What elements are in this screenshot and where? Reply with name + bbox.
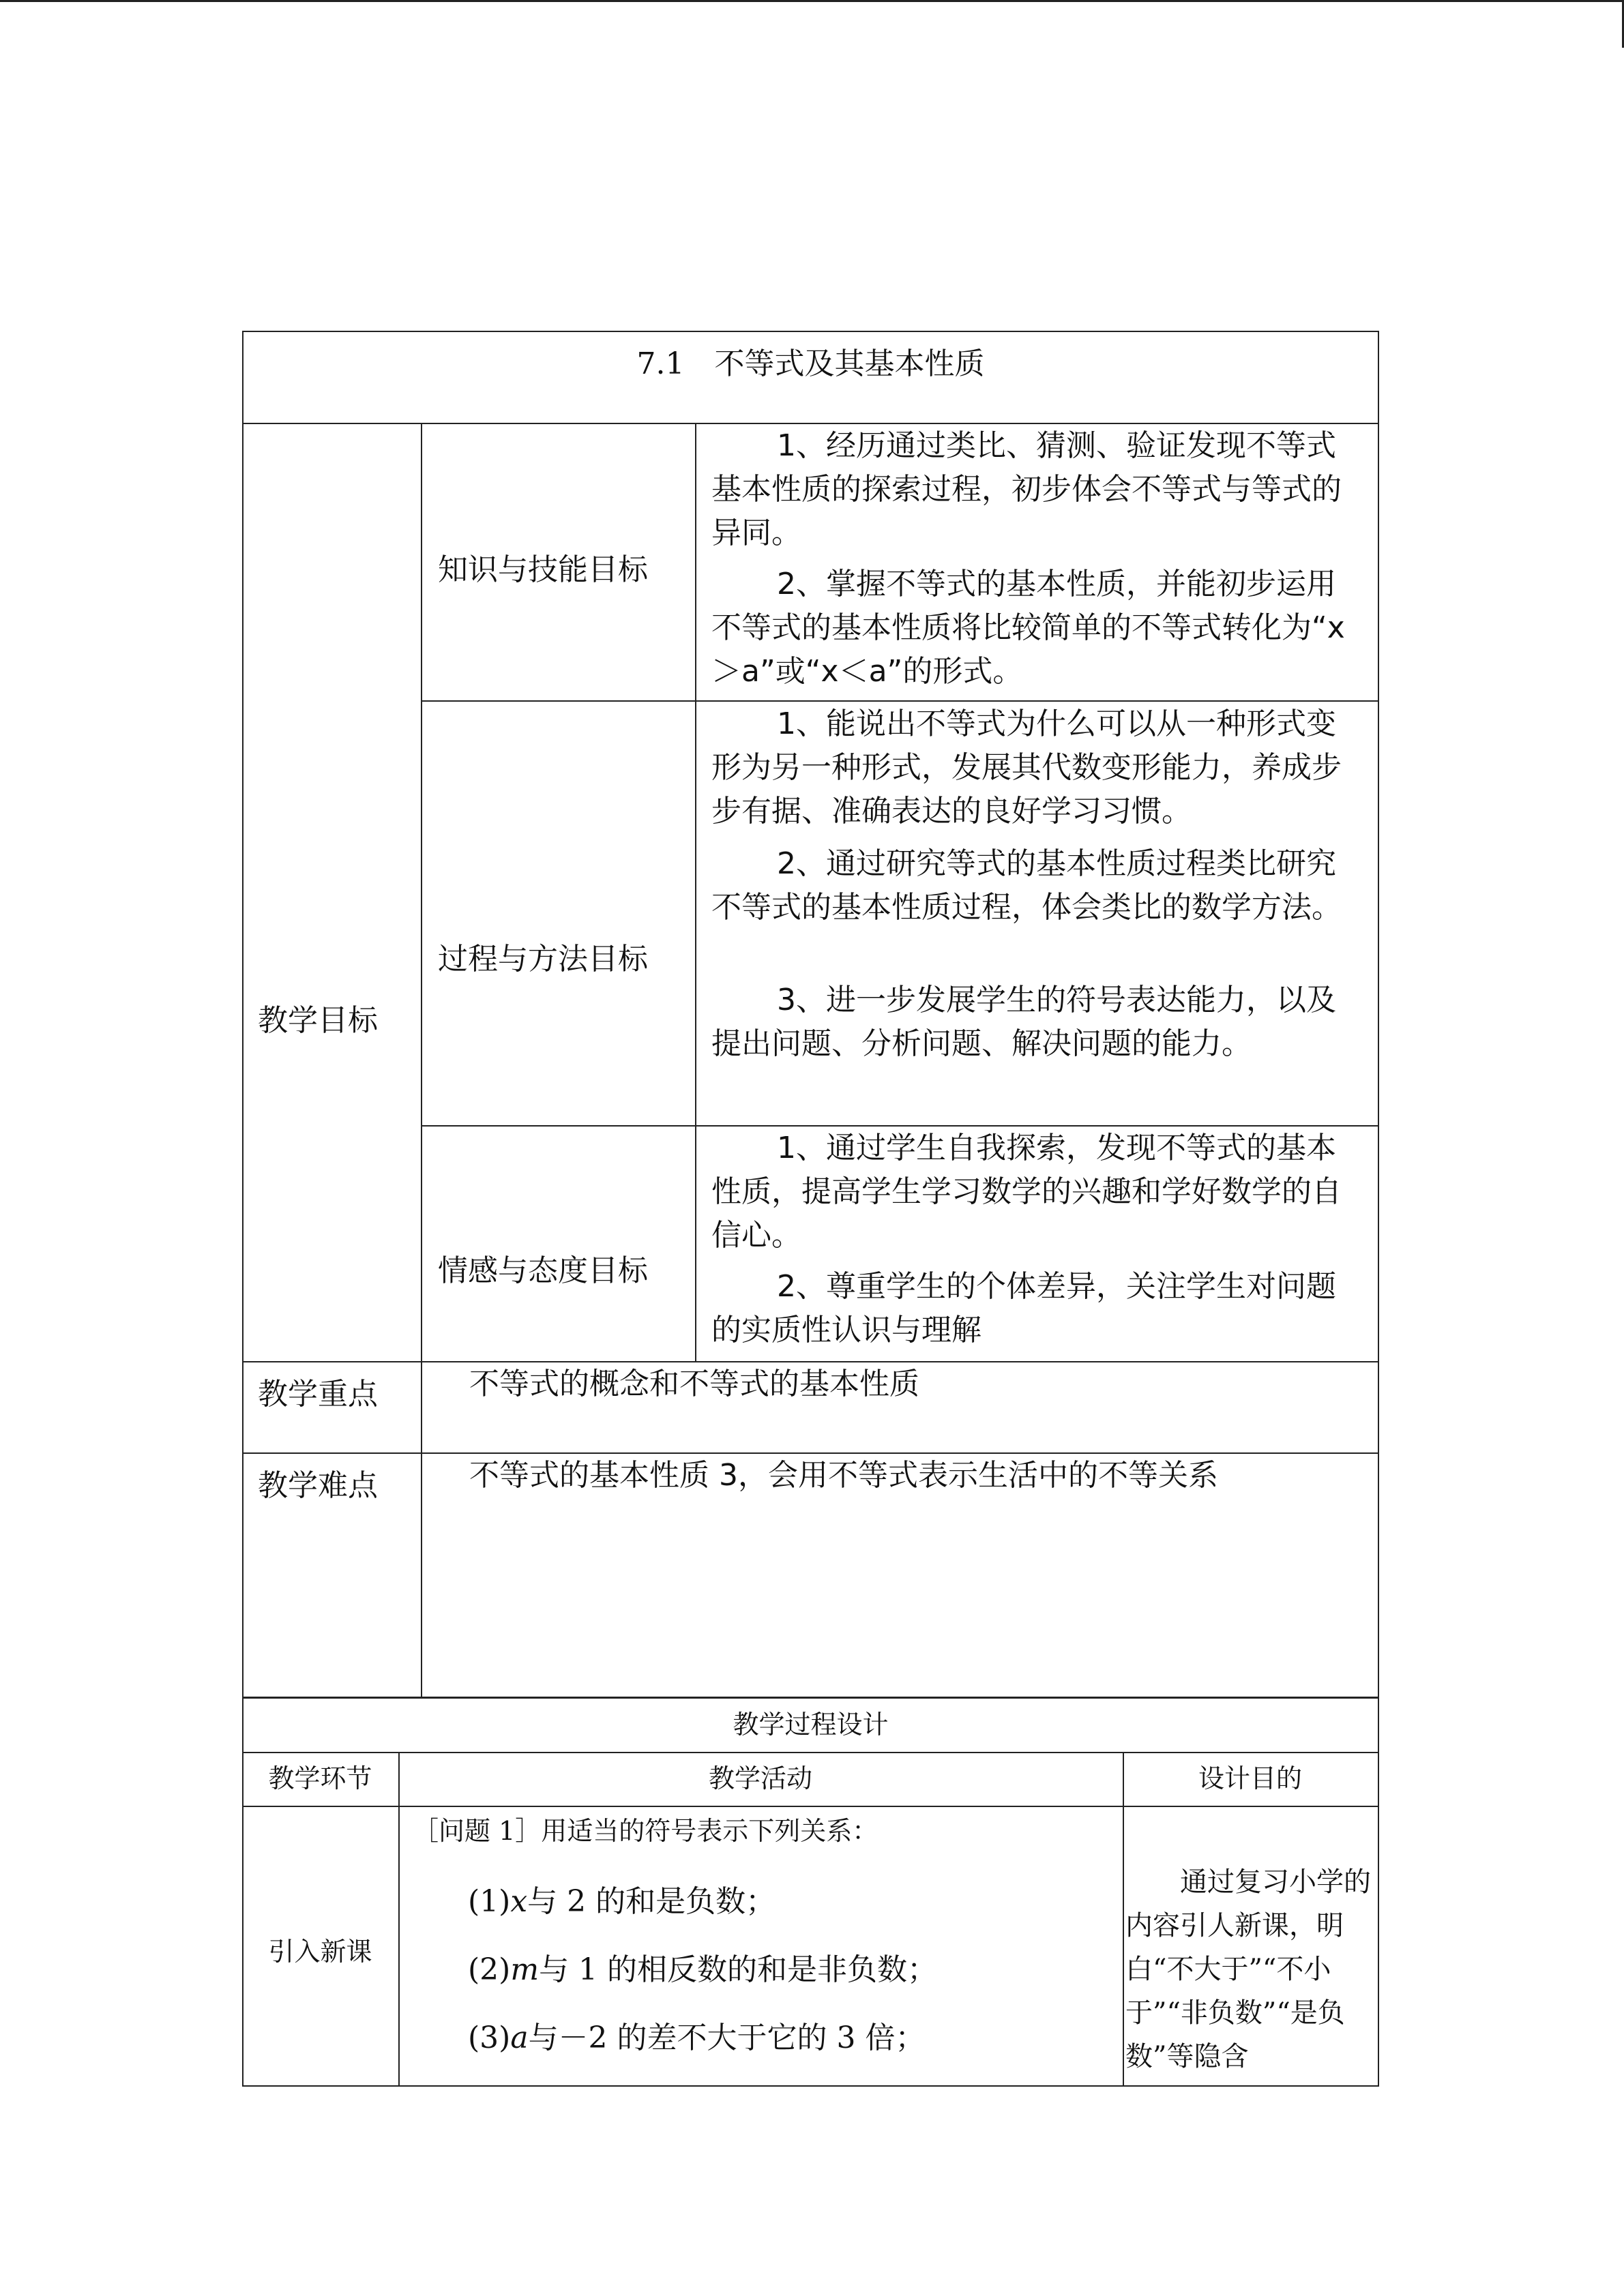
attitude-label: 情感与态度目标 (438, 1253, 648, 1288)
question-item-1: (1)x与 2 的和是负数； (468, 1884, 776, 1919)
stage-label: 引入新课 (268, 1937, 372, 1967)
process-item-3: 3、进一步发展学生的符号表达能力，以及提出问题、分析问题、解决问题的能力。 (711, 983, 1336, 1061)
table-border (1378, 331, 1379, 2087)
table-border (242, 331, 1379, 332)
header-activity: 教学活动 (708, 1763, 812, 1793)
attitude-item-2: 2、尊重学生的个体差异，关注学生对问题的实质性认识与理解 (711, 1269, 1336, 1347)
header-stage: 教学环节 (268, 1763, 372, 1793)
table-border (1123, 1752, 1124, 2086)
purpose-text: 通过复习小学的内容引人新课，明白“不大于”“不小于”“非负数”“是负数”等隐含 (1125, 1866, 1371, 2072)
objectives-label: 教学目标 (258, 1003, 378, 1038)
table-border (398, 1752, 400, 2086)
question-1: ［问题 1］用适当的符号表示下列关系： (413, 1816, 879, 1846)
header-purpose: 设计目的 (1198, 1763, 1302, 1793)
table-border (695, 423, 696, 1362)
process-item-1: 1、能说出不等式为什么可以从一种形式变形为另一种形式，发展其代数变形能力，养成步步有据、准确表达的良好学习习惯。 (711, 706, 1342, 829)
table-border (421, 423, 422, 1698)
difficulty-label: 教学难点 (258, 1468, 378, 1503)
knowledge-item-1: 1、经历通过类比、猜测、验证发现不等式基本性质的探索过程，初步体会不等式与等式的异同。 (711, 428, 1342, 550)
key-point-text: 不等式的概念和不等式的基本性质 (469, 1367, 919, 1401)
table-border (242, 331, 243, 2087)
process-design-title: 教学过程设计 (733, 1710, 889, 1740)
knowledge-item-2: 2、掌握不等式的基本性质，并能初步运用不等式的基本性质将比较简单的不等式转化为“x＞a”或“x＜a”的形式。 (711, 567, 1345, 689)
lesson-title: 7.1 不等式及其基本性质 (636, 346, 985, 381)
knowledge-label: 知识与技能目标 (438, 552, 648, 587)
page-top-border (0, 0, 1624, 2)
table-border (421, 700, 1379, 702)
difficulty-text: 不等式的基本性质 3，会用不等式表示生活中的不等关系 (469, 1458, 1218, 1493)
table-border (242, 1752, 1379, 1753)
process-label: 过程与方法目标 (438, 942, 648, 976)
question-item-3: (3)a与－2 的差不大于它的 3 倍； (468, 2021, 926, 2055)
table-border (242, 1806, 1379, 1807)
table-border (242, 1697, 1379, 1699)
process-item-2: 2、通过研究等式的基本性质过程类比研究不等式的基本性质过程，体会类比的数学方法。 (711, 846, 1342, 925)
attitude-item-1: 1、通过学生自我探索，发现不等式的基本性质，提高学生学习数学的兴趣和学好数学的自信心。 (711, 1131, 1342, 1253)
key-point-label: 教学重点 (258, 1377, 378, 1412)
question-item-2: (2)m与 1 的相反数的和是非负数； (468, 1952, 938, 1987)
table-border (242, 2085, 1379, 2087)
